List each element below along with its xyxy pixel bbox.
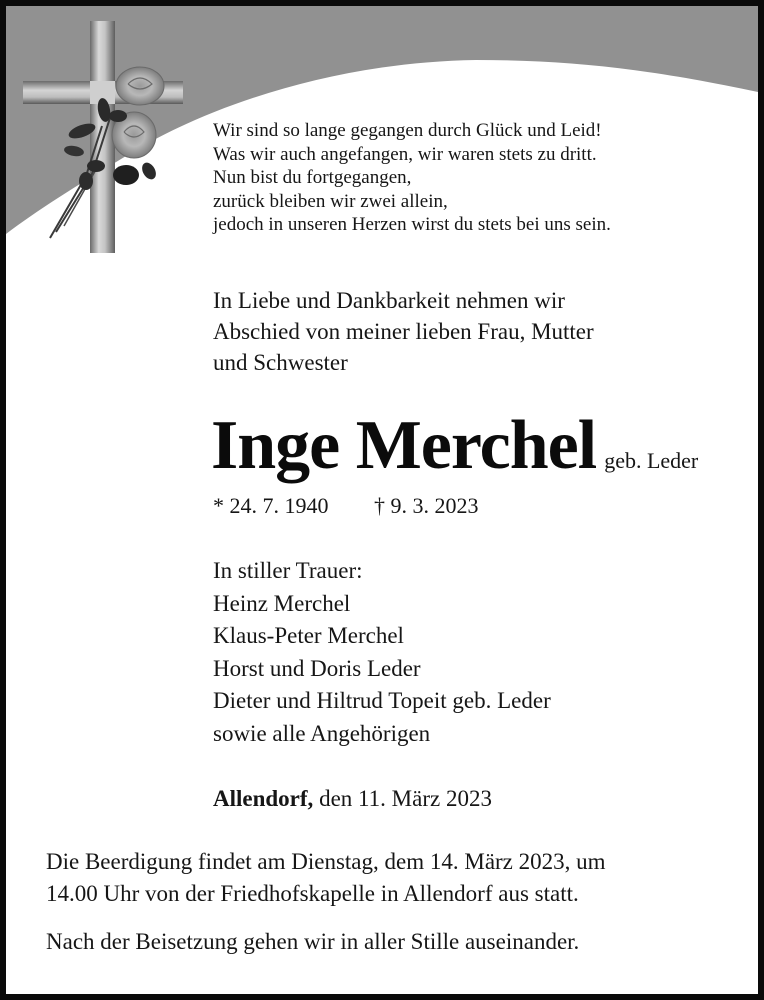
poem-line: jedoch in unseren Herzen wirst du stets bei uns sein. <box>213 214 611 236</box>
mourner: Heinz Merchel <box>213 590 351 616</box>
funeral-line: 14.00 Uhr von der Friedhofskapelle in Allendorf aus statt. <box>46 881 579 906</box>
place-and-date <box>213 784 492 814</box>
mourner: sowie alle Angehörigen <box>213 720 431 746</box>
mourner: Klaus-Peter Merchel <box>213 623 404 648</box>
life-dates <box>213 491 479 521</box>
intro-line: Abschied von meiner lieben Frau, Mutter <box>213 319 594 344</box>
poem <box>213 119 611 237</box>
mourner: Horst und Doris Leder <box>213 655 421 681</box>
poem-line: Was wir auch angefangen, wir waren stets zu dritt. <box>213 143 597 165</box>
place: Allendorf, <box>213 786 314 811</box>
poem-line: Wir sind so lange gegangen durch Glück und Leid! <box>213 120 602 141</box>
death-date: † 9. 3. 2023 <box>374 493 479 518</box>
poem-line: zurück bleiben wir zwei allein, <box>213 190 448 212</box>
farewell-intro <box>213 285 594 378</box>
intro-line: und Schwester <box>213 350 348 375</box>
deceased-name-row <box>211 406 698 486</box>
deceased-name: Inge Merchel <box>211 407 597 484</box>
intro-line: In Liebe und Dankbarkeit nehmen wir <box>213 288 565 313</box>
closing-note: Nach der Beisetzung gehen wir in aller Stille auseinander. <box>46 929 580 954</box>
funeral-line: Die Beerdigung findet am Dienstag, dem 14. März 2023, um <box>46 849 606 874</box>
mourners-heading: In stiller Trauer: <box>213 558 363 583</box>
birth-date: * 24. 7. 1940 <box>213 493 329 518</box>
mourner: Dieter und Hiltrud Topeit geb. Leder <box>213 688 551 713</box>
funeral-info <box>46 846 606 910</box>
maiden-name: geb. Leder <box>604 448 699 473</box>
poem-line: Nun bist du fortgegangen, <box>213 167 412 189</box>
notice-date: den 11. März 2023 <box>313 786 492 811</box>
mourners-list <box>213 555 551 750</box>
